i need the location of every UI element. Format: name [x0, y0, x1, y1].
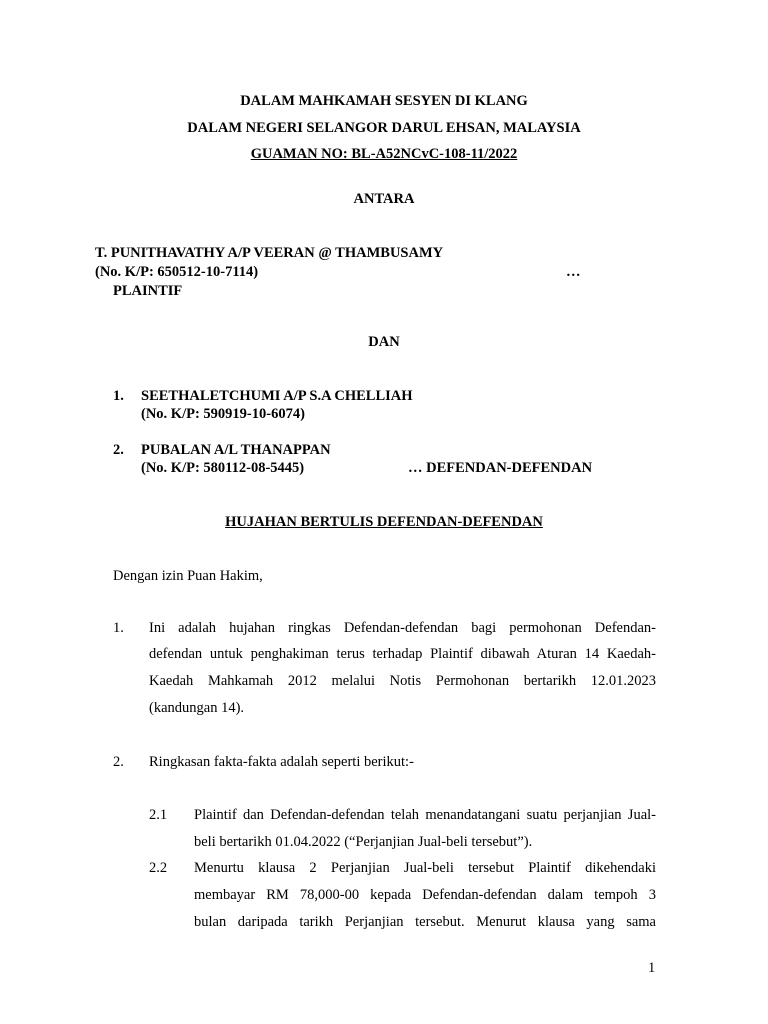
defendant-2-number: 2.	[113, 442, 124, 458]
paragraph-2-text: Ringkasan fakta-fakta adalah seperti berikut:-	[149, 754, 414, 770]
paragraph-2-1-number: 2.1	[149, 807, 168, 823]
dan-label: DAN	[368, 334, 400, 350]
state-line: DALAM NEGERI SELANGOR DARUL EHSAN, MALAYSIA	[187, 120, 581, 136]
defendants-role: … DEFENDAN-DEFENDAN	[408, 460, 593, 476]
defendant-2-ic: (No. K/P: 580112-08-5445)	[141, 460, 305, 476]
paragraph-2-2-line: bulan daripada tarikh Perjanjian tersebut. Menurut klausa yang sama	[194, 914, 656, 930]
case-number-text: GUAMAN NO: BL-A52NCvC-108-11/2022	[250, 146, 518, 162]
paragraph-1-line: (kandungan 14).	[149, 700, 245, 716]
paragraph-1-line: defendan untuk penghakiman terus terhadap Plaintif dibawah Aturan 14 Kaedah-	[149, 646, 656, 662]
page-number: 1	[648, 960, 656, 976]
paragraph-1-number: 1.	[113, 620, 124, 636]
defendant-2-name: PUBALAN A/L THANAPPAN	[141, 442, 331, 458]
document-title-text: HUJAHAN BERTULIS DEFENDAN-DEFENDAN	[225, 514, 543, 530]
paragraph-2-2-line: membayar RM 78,000-00 kepada Defendan-defendan dalam tempoh 3	[194, 887, 656, 903]
document-title	[0, 514, 768, 531]
paragraph-2-1-line: beli bertarikh 01.04.2022 (“Perjanjian Jual-beli tersebut”).	[194, 834, 533, 850]
case-number	[0, 146, 768, 163]
court-line: DALAM MAHKAMAH SESYEN DI KLANG	[240, 93, 528, 109]
defendant-1-ic: (No. K/P: 590919-10-6074)	[141, 406, 305, 422]
plaintiff-ellipsis: …	[566, 264, 581, 280]
plaintiff-ic: (No. K/P: 650512-10-7114)	[95, 264, 259, 280]
paragraph-2-2-number: 2.2	[149, 860, 168, 876]
defendant-1-name: SEETHALETCHUMI A/P S.A CHELLIAH	[141, 388, 413, 404]
paragraph-2-1-line: Plaintif dan Defendan-defendan telah menandatangani suatu perjanjian Jual-	[194, 807, 656, 823]
plaintiff-role: PLAINTIF	[113, 283, 183, 299]
plaintiff-name: T. PUNITHAVATHY A/P VEERAN @ THAMBUSAMY	[95, 245, 444, 261]
paragraph-2-2-line: Menurtu klausa 2 Perjanjian Jual-beli tersebut Plaintif dikehendaki	[194, 860, 656, 876]
paragraph-2-number: 2.	[113, 754, 124, 770]
antara-label: ANTARA	[353, 191, 415, 207]
paragraph-1-line: Ini adalah hujahan ringkas Defendan-defendan bagi permohonan Defendan-	[149, 620, 656, 636]
defendant-1-number: 1.	[113, 388, 124, 404]
salutation: Dengan izin Puan Hakim,	[113, 568, 263, 584]
paragraph-1-line: Kaedah Mahkamah 2012 melalui Notis Permohonan bertarikh 12.01.2023	[149, 673, 656, 689]
